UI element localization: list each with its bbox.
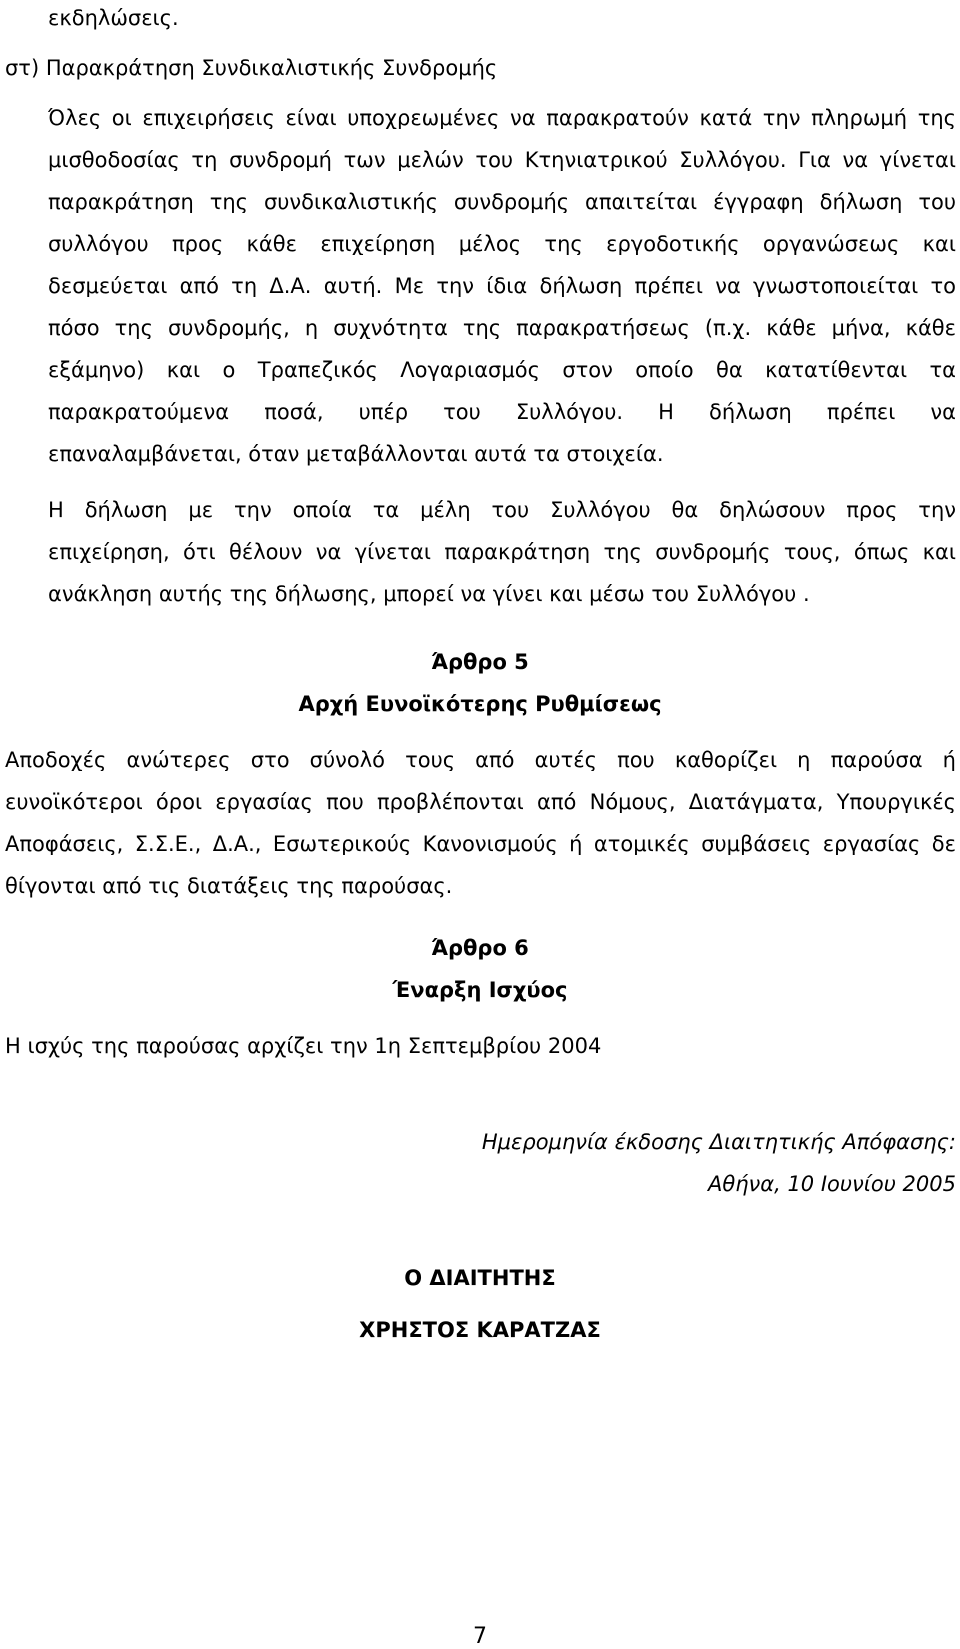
section-st-heading: στ) Παρακράτηση Συνδικαλιστικής Συνδρομής	[5, 56, 498, 80]
article-5-number: Άρθρο 5	[431, 650, 529, 674]
signatory-role: Ο ΔΙΑΙΤΗΤΗΣ	[404, 1266, 556, 1290]
paragraph-line: πόσο της συνδρομής, η συχνότητα της παρακρατήσεως (π.χ. κάθε μήνα, κάθε	[48, 318, 956, 339]
article-6-title: Έναρξη Ισχύος	[392, 978, 568, 1002]
article-5-title: Αρχή Ευνοϊκότερης Ρυθμίσεως	[298, 692, 662, 716]
issue-date-label: Ημερομηνία έκδοσης Διαιτητικής Απόφασης:	[481, 1130, 956, 1154]
paragraph-line: μισθοδοσίας τη συνδρομή των μελών του Κτηνιατρικού Συλλόγου. Για να γίνεται	[48, 150, 956, 171]
paragraph-line: συλλόγου προς κάθε επιχείρηση μέλος της εργοδοτικής οργανώσεως και	[48, 234, 956, 255]
article-6-number: Άρθρο 6	[431, 936, 529, 960]
paragraph-line: Όλες οι επιχειρήσεις είναι υποχρεωμένες να παρακρατούν κατά την πληρωμή της	[48, 108, 956, 129]
signatory-name: ΧΡΗΣΤΟΣ ΚΑΡΑΤΖΑΣ	[359, 1318, 601, 1342]
paragraph-line: Αποφάσεις, Σ.Σ.Ε., Δ.Α., Εσωτερικούς Κανονισμούς ή ατομικές συμβάσεις εργασίας δε	[5, 834, 956, 855]
issue-date-value: Αθήνα, 10 Ιουνίου 2005	[708, 1172, 956, 1196]
page-number: 7	[473, 1624, 487, 1649]
top-fragment: εκδηλώσεις.	[48, 6, 179, 30]
paragraph-line: εξάμηνο) και ο Τραπεζικός Λογαριασμός στον οποίο θα κατατίθενται τα	[48, 360, 956, 381]
paragraph-line: επαναλαμβάνεται, όταν μεταβάλλονται αυτά τα στοιχεία.	[48, 442, 664, 466]
paragraph-line: Η δήλωση με την οποία τα μέλη του Συλλόγου θα δηλώσουν προς την	[48, 500, 956, 521]
paragraph-line: παρακράτηση της συνδικαλιστικής συνδρομής απαιτείται έγγραφη δήλωση του	[48, 192, 956, 213]
paragraph-line: ευνοϊκότεροι όροι εργασίας που προβλέπονται από Νόμους, Διατάγματα, Υπουργικές	[5, 792, 956, 813]
paragraph-line: ανάκληση αυτής της δήλωσης, μπορεί να γίνει και μέσω του Συλλόγου .	[48, 582, 810, 606]
article-6-body: Η ισχύς της παρούσας αρχίζει την 1η Σεπτεμβρίου 2004	[5, 1034, 602, 1058]
paragraph-line: παρακρατούμενα ποσά, υπέρ του Συλλόγου. Η δήλωση πρέπει να	[48, 402, 956, 423]
paragraph-line: Αποδοχές ανώτερες στο σύνολό τους από αυτές που καθορίζει η παρούσα ή	[5, 750, 956, 771]
paragraph-line: επιχείρηση, ότι θέλουν να γίνεται παρακράτηση της συνδρομής τους, όπως και	[48, 542, 956, 563]
paragraph-line: θίγονται από τις διατάξεις της παρούσας.	[5, 874, 453, 898]
paragraph-line: δεσμεύεται από τη Δ.Α. αυτή. Με την ίδια δήλωση πρέπει να γνωστοποιείται το	[48, 276, 956, 297]
